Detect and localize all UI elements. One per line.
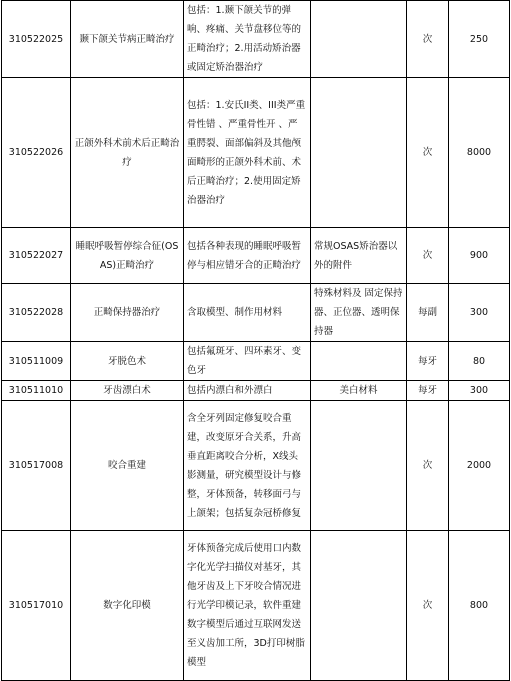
item-code: 310517010: [2, 531, 71, 681]
item-excluded: [311, 401, 407, 531]
item-content: 含取模型、制作用材料: [184, 284, 311, 342]
item-code: 310522028: [2, 284, 71, 342]
item-name: 咬合重建: [71, 401, 184, 531]
item-unit: 每副: [407, 284, 449, 342]
table-row: [2, 381, 510, 401]
item-code: 310522025: [2, 1, 71, 78]
table-row: [2, 342, 510, 381]
item-excluded: 美白材料: [311, 381, 407, 401]
item-unit: 次: [407, 78, 449, 228]
item-name: 牙脱色术: [71, 342, 184, 381]
table-row: [2, 1, 510, 78]
fee-table: [1, 0, 510, 681]
table-row: [2, 401, 510, 531]
item-content: 包括各种表现的睡眠呼吸暂停与相应错牙合的正畸治疗: [184, 228, 311, 284]
item-unit: 次: [407, 401, 449, 531]
item-name: 正畸保持器治疗: [71, 284, 184, 342]
item-price: 900: [449, 228, 510, 284]
item-name: 牙齿漂白术: [71, 381, 184, 401]
item-unit: 次: [407, 1, 449, 78]
item-code: 310522027: [2, 228, 71, 284]
item-code: 310522026: [2, 78, 71, 228]
item-price: 2000: [449, 401, 510, 531]
item-code: 310511010: [2, 381, 71, 401]
table-row: [2, 228, 510, 284]
item-unit: 次: [407, 228, 449, 284]
item-price: 300: [449, 284, 510, 342]
item-excluded: 特殊材料及 固定保持器、正位器、透明保持器: [311, 284, 407, 342]
item-price: 250: [449, 1, 510, 78]
item-content: 包括：1.安氏II类、III类严重骨性错 、严重骨性开 、严重腭裂、面部偏斜及其他颅面畸形的正颌外科术前、术后正畸治疗；2.使用固定矫治器治疗: [184, 78, 311, 228]
item-name: 正颌外科术前术后正畸治疗: [71, 78, 184, 228]
item-price: 300: [449, 381, 510, 401]
item-name: 颞下颌关节病正畸治疗: [71, 1, 184, 78]
item-code: 310517008: [2, 401, 71, 531]
item-name: 睡眠呼吸暂停综合征(OSAS)正畸治疗: [71, 228, 184, 284]
item-excluded: [311, 1, 407, 78]
item-excluded: [311, 78, 407, 228]
item-content: 包括氟斑牙、四环素牙、变色牙: [184, 342, 311, 381]
item-content: 包括：1.颞下颌关节的弹响、疼痛、关节盘移位等的正畸治疗；2.用活动矫治器或固定矫治器治疗: [184, 1, 311, 78]
item-unit: 每牙: [407, 342, 449, 381]
item-content: 包括内漂白和外漂白: [184, 381, 311, 401]
item-unit: 次: [407, 531, 449, 681]
item-excluded: [311, 342, 407, 381]
item-content: 牙体预备完成后使用口内数字化光学扫描仪对基牙，其他牙齿及上下牙咬合情况进行光学印模记录，软件重建数字模型后通过互联网发送至义齿加工所，3D打印树脂模型: [184, 531, 311, 681]
item-price: 800: [449, 531, 510, 681]
item-price: 80: [449, 342, 510, 381]
item-excluded: 常规OSAS矫治器以外的附件: [311, 228, 407, 284]
table-row: [2, 531, 510, 681]
item-code: 310511009: [2, 342, 71, 381]
table-row: [2, 284, 510, 342]
item-excluded: [311, 531, 407, 681]
item-unit: 每牙: [407, 381, 449, 401]
item-price: 8000: [449, 78, 510, 228]
table-row: [2, 78, 510, 228]
item-content: 含全牙列固定修复咬合重建，改变原牙合关系，升高垂直距离咬合分析，X线头影测量，研究模型设计与修整，牙体预备，转移面弓与上颌架；包括复杂冠桥修复: [184, 401, 311, 531]
item-name: 数字化印模: [71, 531, 184, 681]
